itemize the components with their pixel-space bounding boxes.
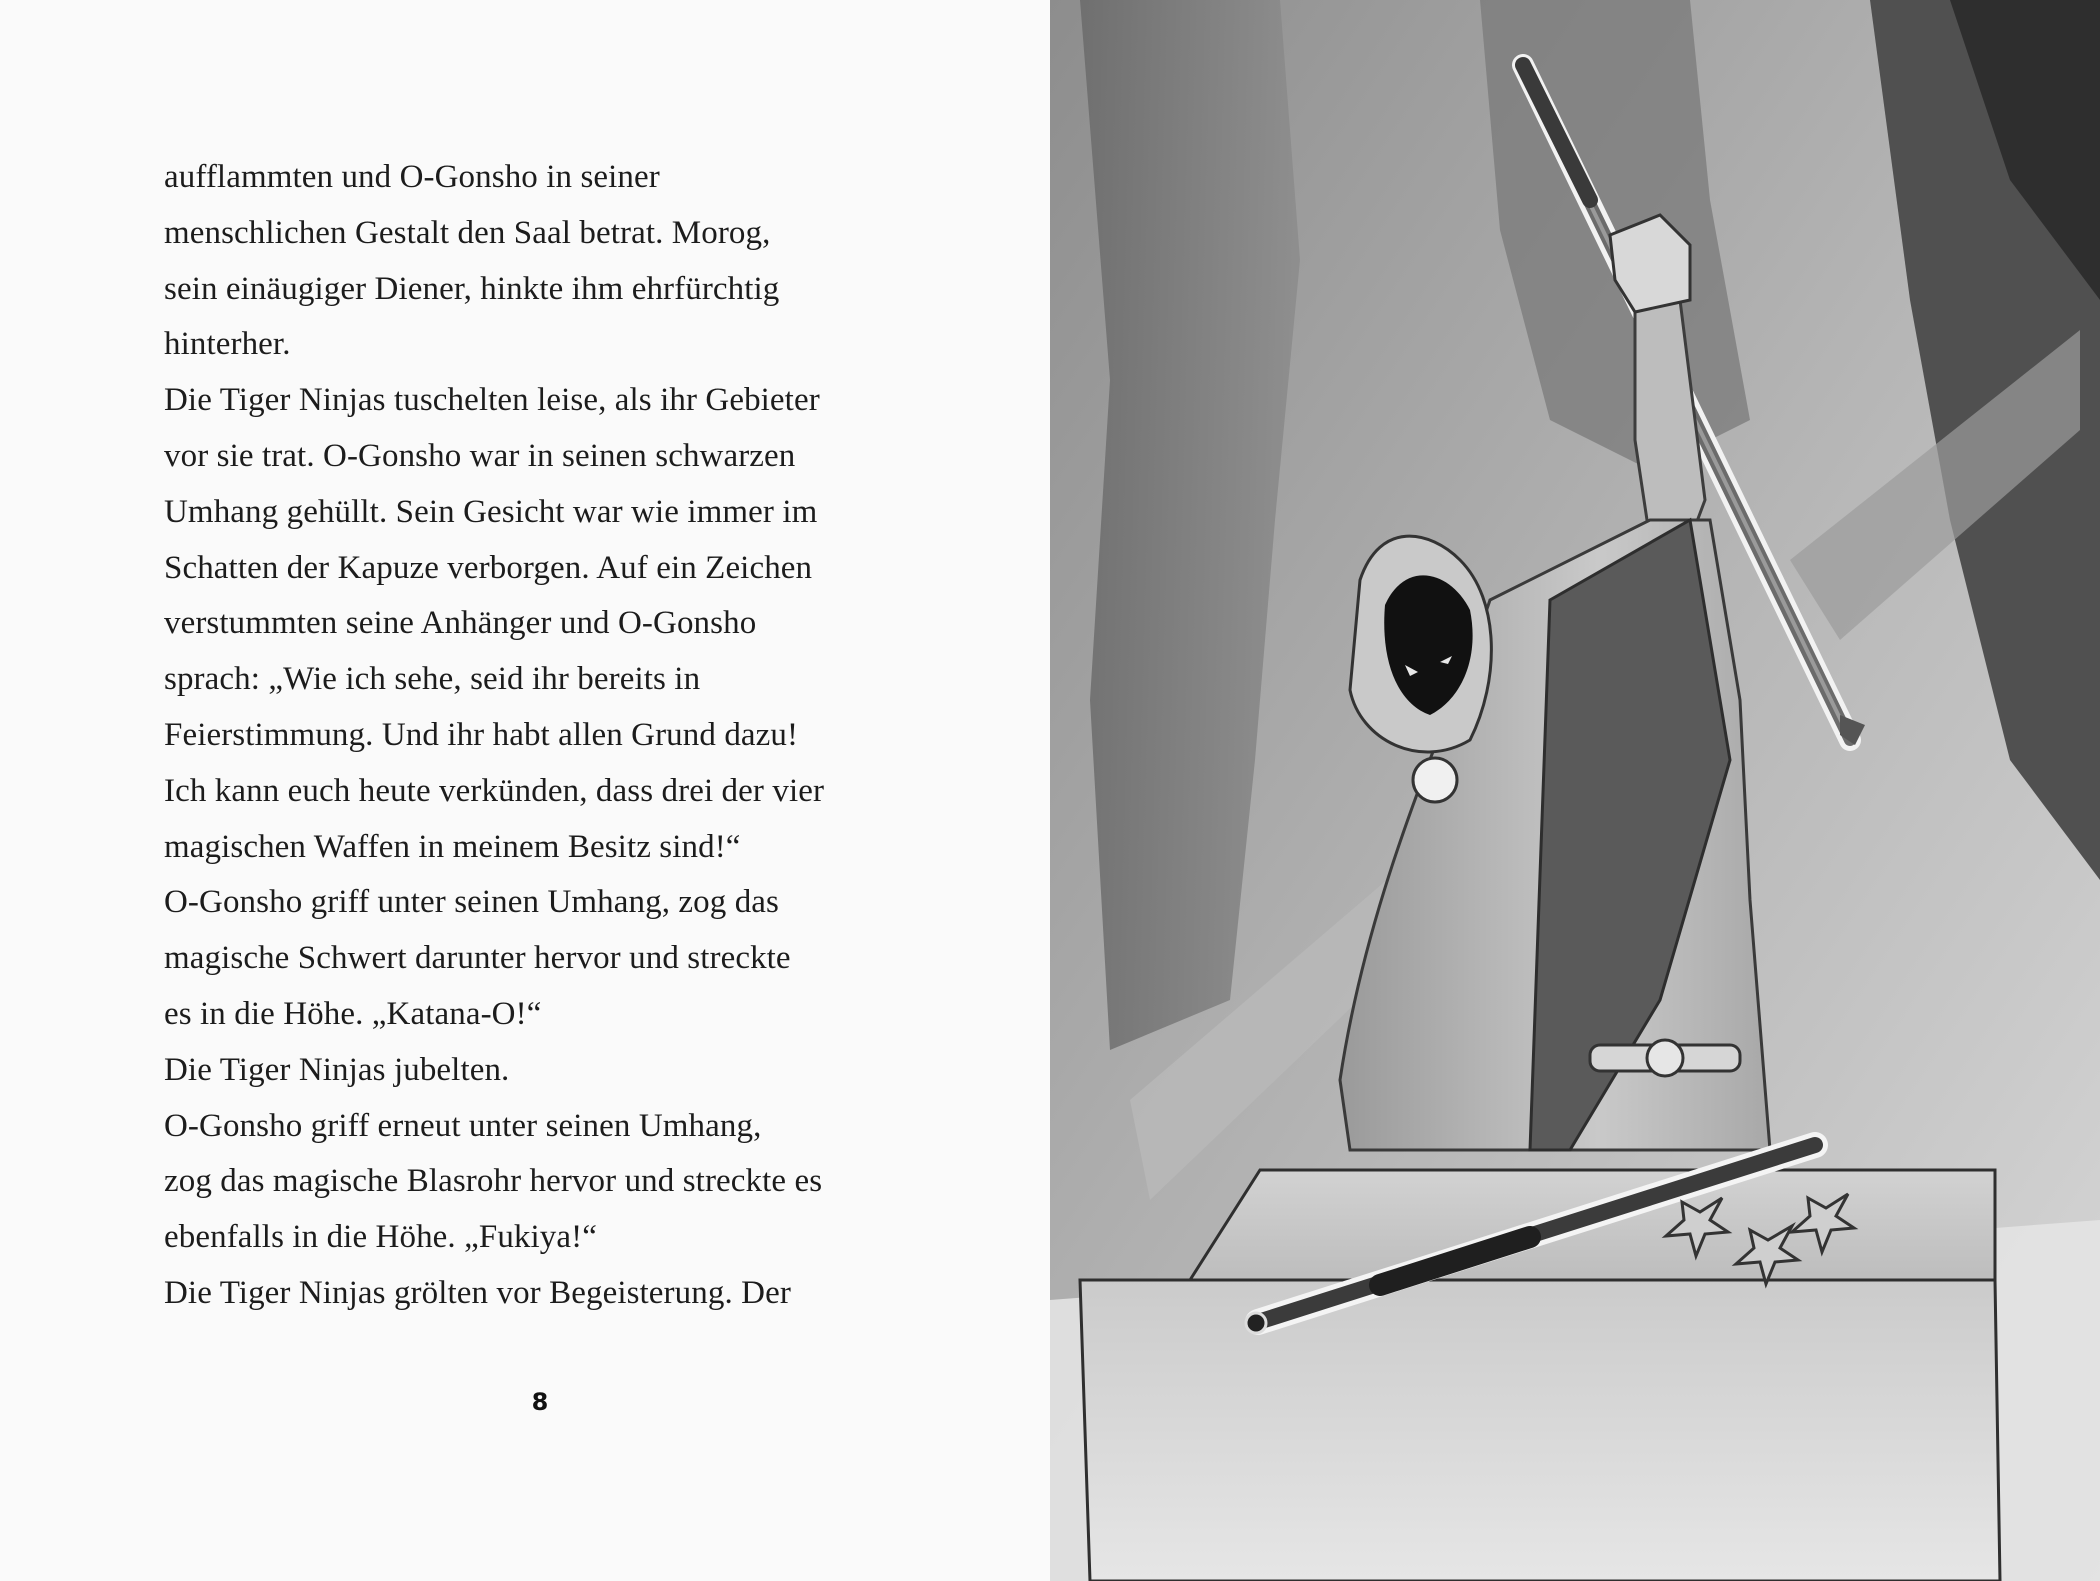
body-text: [164, 150, 924, 1322]
illustration: [1050, 0, 2100, 1581]
hooded-figure-icon: [1340, 520, 1770, 1150]
text-line: verstummten seine Anhänger und O-Gonsho: [164, 605, 757, 642]
text-line: Die Tiger Ninjas jubelten.: [164, 1051, 510, 1088]
text-line: Schatten der Kapuze verborgen. Auf ein Zeichen: [164, 549, 813, 586]
text-line: Feierstimmung. Und ihr habt allen Grund dazu!: [164, 716, 799, 753]
text-line: O-Gonsho griff unter seinen Umhang, zog das: [164, 884, 779, 921]
text-line: es in die Höhe. „Katana-O!“: [164, 995, 542, 1032]
text-line: O-Gonsho griff erneut unter seinen Umhang,: [164, 1107, 762, 1144]
text-line: Die Tiger Ninjas grölten vor Begeisterung. Der: [164, 1274, 791, 1311]
text-line: sein einäugiger Diener, hinkte ihm ehrfürchtig: [164, 270, 780, 307]
table-front: [1080, 1280, 2000, 1581]
cloak-clasp: [1413, 758, 1457, 802]
text-line: ebenfalls in die Höhe. „Fukiya!“: [164, 1219, 597, 1256]
text-line: hinterher.: [164, 326, 291, 363]
text-line: sprach: „Wie ich sehe, seid ihr bereits in: [164, 661, 701, 698]
illustration-page: [1050, 0, 2100, 1581]
text-line: Die Tiger Ninjas tuschelten leise, als ihr Gebieter: [164, 382, 820, 419]
text-line: magische Schwert darunter hervor und streckte: [164, 940, 791, 977]
text-line: menschlichen Gestalt den Saal betrat. Morog,: [164, 214, 771, 251]
text-line: aufflammten und O-Gonsho in seiner: [164, 159, 660, 195]
text-line: Ich kann euch heute verkünden, dass drei der vier: [164, 772, 825, 809]
text-line: Umhang gehüllt. Sein Gesicht war wie immer im: [164, 493, 818, 530]
belt-buckle: [1647, 1040, 1683, 1076]
text-line: magischen Waffen in meinem Besitz sind!“: [164, 828, 741, 865]
text-line: zog das magische Blasrohr hervor und streckte es: [164, 1163, 823, 1200]
page-number: 8: [531, 1388, 549, 1416]
text-line: vor sie trat. O-Gonsho war in seinen schwarzen: [164, 437, 796, 474]
